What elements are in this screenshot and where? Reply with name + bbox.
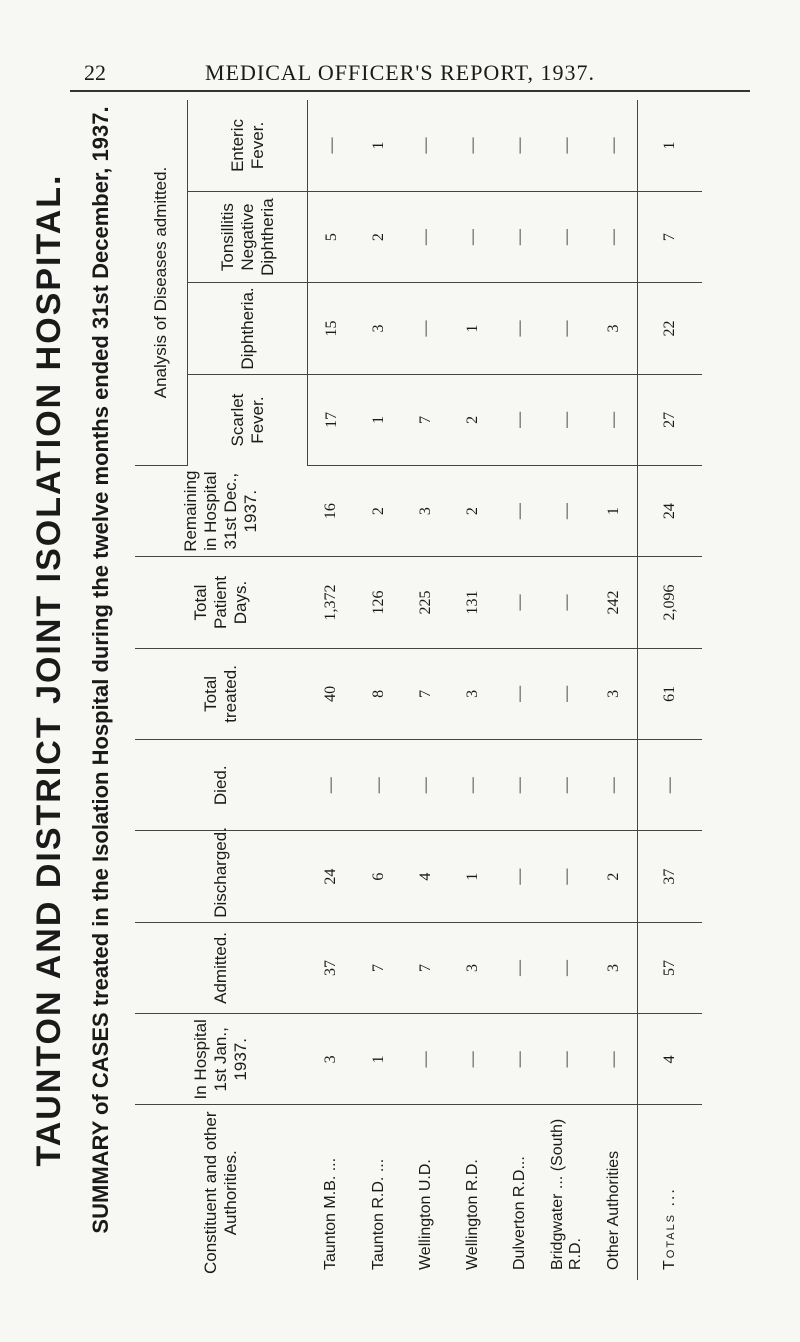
cell-remaining: 2: [355, 465, 402, 556]
table-row: [543, 100, 590, 1280]
cell-discharged: 1: [449, 831, 496, 922]
cell-enteric: —: [496, 100, 543, 191]
cell-died: —: [590, 740, 638, 831]
cell-in-hospital: —: [543, 1014, 590, 1105]
rotated-table-block: [30, 40, 720, 1300]
cell-authority: Totals ...: [638, 1105, 703, 1280]
cell-remaining: 24: [638, 465, 703, 556]
cell-died: —: [638, 740, 703, 831]
cell-authority: Other Authorities: [604, 1150, 622, 1270]
col-header-scarlet: Scarlet Fever.: [188, 374, 308, 465]
cell-remaining: —: [496, 465, 543, 556]
cell-tonsillitis: 2: [355, 191, 402, 282]
col-header-patient-days: Total Patient Days.: [135, 557, 308, 648]
cell-diphtheria: 3: [590, 283, 638, 374]
cell-died: —: [543, 740, 590, 831]
col-header-admitted: Admitted.: [135, 922, 308, 1013]
cell-scarlet: 1: [355, 374, 402, 465]
col-header-discharged: Discharged.: [135, 831, 308, 922]
document-title: TAUNTON AND DISTRICT JOINT ISOLATION HOSPITAL.: [30, 173, 68, 1167]
col-header-tonsillitis: Tonsillitis Negative Diphtheria: [188, 191, 308, 282]
cell-patient-days: —: [543, 557, 590, 648]
running-title: MEDICAL OFFICER'S REPORT, 1937.: [205, 60, 595, 85]
cell-admitted: —: [543, 922, 590, 1013]
cell-enteric: 1: [355, 100, 402, 191]
cell-in-hospital: —: [402, 1014, 449, 1105]
cell-discharged: 2: [590, 831, 638, 922]
col-group-analysis: Analysis of Diseases admitted.: [135, 100, 188, 465]
cell-discharged: 24: [308, 831, 356, 922]
cell-diphtheria: —: [496, 283, 543, 374]
cell-diphtheria: 15: [308, 283, 356, 374]
cell-patient-days: 1,372: [308, 557, 356, 648]
table-body: [308, 100, 703, 1280]
cell-died: —: [402, 740, 449, 831]
col-header-authority: Constituent and other Authorities.: [201, 1111, 241, 1275]
cell-died: —: [355, 740, 402, 831]
cell-enteric: 1: [638, 100, 703, 191]
col-header-in-hospital: In Hospital 1st Jan., 1937.: [135, 1014, 308, 1105]
table-row: [402, 100, 449, 1280]
cell-total-treated: 3: [449, 648, 496, 739]
table-row: [496, 100, 543, 1280]
cell-remaining: —: [543, 465, 590, 556]
cell-scarlet: 27: [638, 374, 703, 465]
cell-scarlet: 2: [449, 374, 496, 465]
cell-diphtheria: —: [402, 283, 449, 374]
cell-authority: Wellington U.D.: [416, 1159, 434, 1270]
col-header-died: Died.: [135, 740, 308, 831]
cell-discharged: 37: [638, 831, 703, 922]
cell-patient-days: 2,096: [638, 557, 703, 648]
cell-tonsillitis: —: [543, 191, 590, 282]
cell-admitted: 3: [449, 922, 496, 1013]
cell-admitted: 3: [590, 922, 638, 1013]
page-number: 22: [84, 60, 106, 85]
cell-enteric: —: [308, 100, 356, 191]
table-row: [590, 100, 638, 1280]
cell-discharged: —: [496, 831, 543, 922]
table-row: [308, 100, 356, 1280]
cell-in-hospital: 3: [308, 1014, 356, 1105]
col-header-enteric: Enteric Fever.: [188, 100, 308, 191]
cell-discharged: 4: [402, 831, 449, 922]
cell-enteric: —: [449, 100, 496, 191]
cell-tonsillitis: —: [402, 191, 449, 282]
cell-diphtheria: 1: [449, 283, 496, 374]
cell-admitted: —: [496, 922, 543, 1013]
cell-remaining: 1: [590, 465, 638, 556]
cell-discharged: 6: [355, 831, 402, 922]
table-row: [449, 100, 496, 1280]
cell-admitted: 57: [638, 922, 703, 1013]
cell-tonsillitis: —: [496, 191, 543, 282]
cell-scarlet: 7: [402, 374, 449, 465]
cell-diphtheria: —: [543, 283, 590, 374]
cell-total-treated: —: [496, 648, 543, 739]
cell-tonsillitis: —: [449, 191, 496, 282]
cell-scarlet: 17: [308, 374, 356, 465]
cell-admitted: 7: [355, 922, 402, 1013]
cell-enteric: —: [590, 100, 638, 191]
cell-in-hospital: 1: [355, 1014, 402, 1105]
table-header-row-1: [135, 100, 188, 1280]
cell-remaining: 16: [308, 465, 356, 556]
cell-died: —: [496, 740, 543, 831]
cases-summary-table: [135, 100, 702, 1280]
cell-patient-days: —: [496, 557, 543, 648]
cell-diphtheria: 22: [638, 283, 703, 374]
cell-authority: Dulverton R.D...: [510, 1156, 528, 1270]
cell-discharged: —: [543, 831, 590, 922]
cell-admitted: 37: [308, 922, 356, 1013]
cell-patient-days: 126: [355, 557, 402, 648]
cell-tonsillitis: 5: [308, 191, 356, 282]
table-row: [355, 100, 402, 1280]
cell-remaining: 2: [449, 465, 496, 556]
cell-total-treated: —: [543, 648, 590, 739]
cell-in-hospital: 4: [638, 1014, 703, 1105]
cell-patient-days: 131: [449, 557, 496, 648]
totals-row: [638, 100, 703, 1280]
cell-total-treated: 3: [590, 648, 638, 739]
cell-died: —: [449, 740, 496, 831]
cell-authority: Taunton R.D. ...: [369, 1158, 387, 1270]
cell-enteric: —: [402, 100, 449, 191]
cell-tonsillitis: 7: [638, 191, 703, 282]
col-header-remaining: Remaining in Hospital 31st Dec., 1937.: [135, 465, 308, 556]
cell-scarlet: —: [590, 374, 638, 465]
cell-patient-days: 225: [402, 557, 449, 648]
cell-total-treated: 7: [402, 648, 449, 739]
cell-enteric: —: [543, 100, 590, 191]
cell-total-treated: 40: [308, 648, 356, 739]
cell-died: —: [308, 740, 356, 831]
cell-scarlet: —: [543, 374, 590, 465]
cell-in-hospital: —: [590, 1014, 638, 1105]
cell-scarlet: —: [496, 374, 543, 465]
col-header-total-treated: Total treated.: [135, 648, 308, 739]
cell-authority: Bridgwater ... (South) R.D.: [548, 1118, 584, 1270]
document-subtitle: SUMMARY of CASES treated in the Isolation Hospital during the twelve months ended 31st December, 1937.: [88, 106, 113, 1234]
cell-in-hospital: —: [449, 1014, 496, 1105]
cell-in-hospital: —: [496, 1014, 543, 1105]
cell-authority: Taunton M.B. ...: [322, 1157, 340, 1270]
col-header-diphtheria: Diphtheria.: [188, 283, 308, 374]
cell-patient-days: 242: [590, 557, 638, 648]
cell-tonsillitis: —: [590, 191, 638, 282]
cell-authority: Wellington R.D.: [463, 1159, 481, 1270]
cell-admitted: 7: [402, 922, 449, 1013]
cell-total-treated: 61: [638, 648, 703, 739]
cell-total-treated: 8: [355, 648, 402, 739]
cell-remaining: 3: [402, 465, 449, 556]
cell-diphtheria: 3: [355, 283, 402, 374]
